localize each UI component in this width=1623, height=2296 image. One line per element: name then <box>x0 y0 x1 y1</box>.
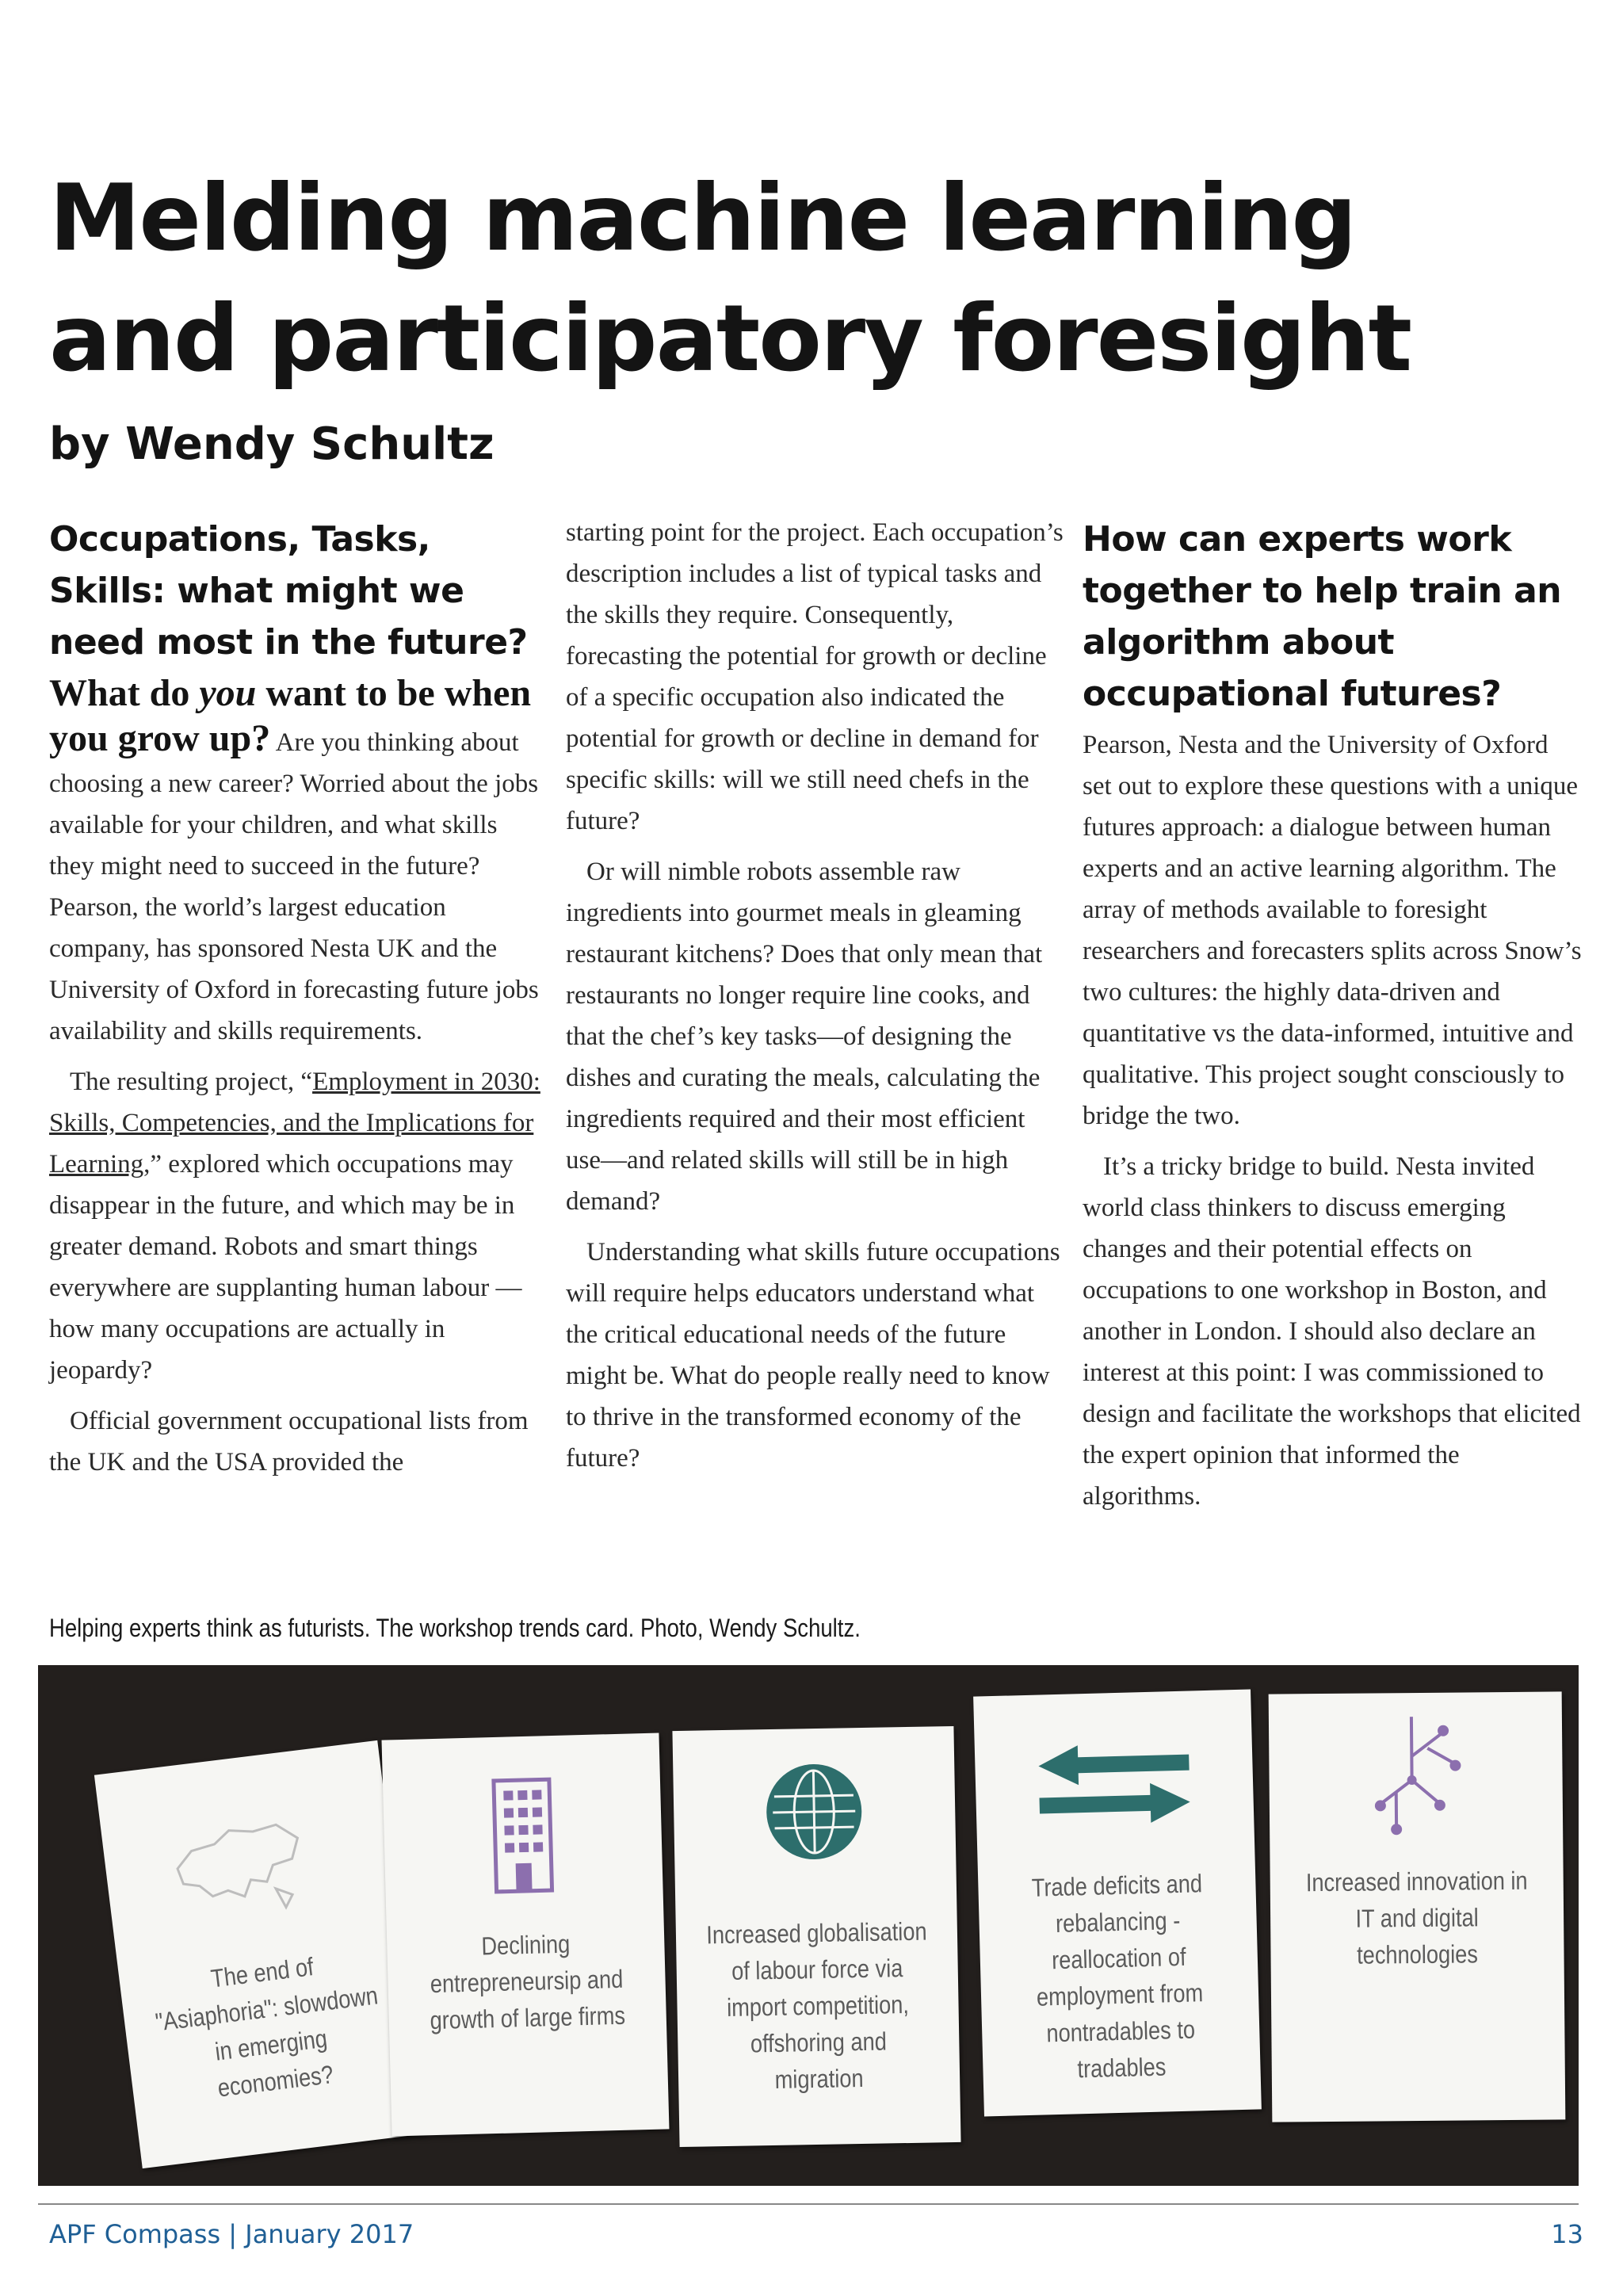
card-text: Trade deficits and rebalancing - reallocation of employment from nontradables to tradables <box>1031 1869 1204 2084</box>
building-icon <box>486 1775 560 1896</box>
trend-card <box>94 1740 426 2168</box>
publication-info: APF Compass | January 2017 <box>49 2219 414 2249</box>
paragraph: Pearson, Nesta and the University of Oxford set out to explore these questions with a unique futures approach: a dialogue between human experts and an active learning algorithm. The array of methods available to foresight researchers and forecasters splits across Snow’s two cultures: the highly data-driven and quantitative vs the data-informed, intuitive and qualitative. This project sought consciously to bridge the two. <box>1083 731 1582 1130</box>
paragraph: Official government occupational lists from the UK and the USA provided the <box>49 1407 529 1477</box>
section-heading-occupations: Occupations, Tasks, Skills: what might we need most in the future? <box>49 519 528 663</box>
circuit-icon <box>1364 1716 1468 1843</box>
paragraph: The resulting project, “Employment in 2030: Skills, Competencies, and the Implications for Learning,” explored which occupations may disappear in the future, and which may be in greater demand. Robots and smart things everywhere are supplanting human labour —how many occupations are actually in jeopardy? <box>49 1068 540 1385</box>
intro-paragraph <box>49 673 548 1052</box>
trend-card <box>1269 1691 1566 2122</box>
report-link[interactable]: Employment in 2030: Skills, Competencies, and the Implications for Learning <box>49 1068 540 1179</box>
section-heading-experts: How can experts work together to help train an algorithm about occupational futures? <box>1083 519 1562 714</box>
trend-card <box>382 1733 670 2137</box>
card-text: Increased innovation in IT and digital technologies <box>1305 1866 1528 1969</box>
globe-icon <box>762 1759 866 1864</box>
asia-map-icon <box>155 1796 328 1941</box>
paragraph: starting point for the project. Each occupation’s description includes a list of typical tasks and the skills they require. Consequently, forecasting the potential for growth or decline of a specific occupation also indicated the potential for growth or decline in demand for specific skills: will we still need chefs in the future? <box>566 518 1064 835</box>
paragraph: Or will nimble robots assemble raw ingredients into gourmet meals in gleaming restaurant kitchens? Does that only mean that restaurants no longer require line cooks, and that the chef’s key tasks—of designing the dishes and curating the meals, calculating the ingredients required and their most efficient use—and related skills will still be in high demand? <box>566 858 1043 1216</box>
trend-card <box>672 1726 960 2147</box>
paragraph: It’s a tricky bridge to build. Nesta invited world class thinkers to discuss emerging changes and their potential effects on occupations to one workshop in Boston, and another in London. I should also declare an interest at this point: I was commissioned to design and facilitate the workshops that elicited the expert opinion that informed the algorithms. <box>1083 1152 1581 1511</box>
paragraph: Understanding what skills future occupations will require helps educators understand what the critical educational needs of the future might be. What do people really need to know to thrive in the transformed economy of the future? <box>566 1238 1060 1473</box>
column-2 <box>566 512 1065 1479</box>
card-text: Declining entrepreneursip and growth of large firms <box>430 1929 626 2035</box>
card-text: Increased globalisation of labour force via import competition, offshoring and migration <box>706 1916 927 2094</box>
column-3 <box>1083 514 1582 1517</box>
workshop-photo <box>38 1665 1579 2186</box>
exchange-arrows-icon <box>1030 1738 1199 1829</box>
column-1 <box>49 514 548 1483</box>
page-number: 13 <box>1551 2219 1583 2249</box>
intro-text: Are you thinking about choosing a new career? Worried about the jobs available for your children, and what skills they might need to succeed in the future? Pearson, the world’s largest education company, has sponsored Nesta UK and the University of Oxford in forecasting future jobs availability and skills requirements. <box>49 728 539 1045</box>
byline: by Wendy Schultz <box>49 418 495 470</box>
footer-rule <box>38 2203 1579 2205</box>
card-text: The end of "Asiaphoria": slowdown in emerging economies? <box>154 1952 380 2103</box>
trend-card <box>973 1690 1262 2117</box>
lead-in-question: What do you want to be when you grow up? <box>49 672 532 759</box>
photo-caption: Helping experts think as futurists. The workshop trends card. Photo, Wendy Schultz. <box>49 1614 861 1642</box>
article-title: Melding machine learning and participatory foresight <box>49 165 1411 392</box>
